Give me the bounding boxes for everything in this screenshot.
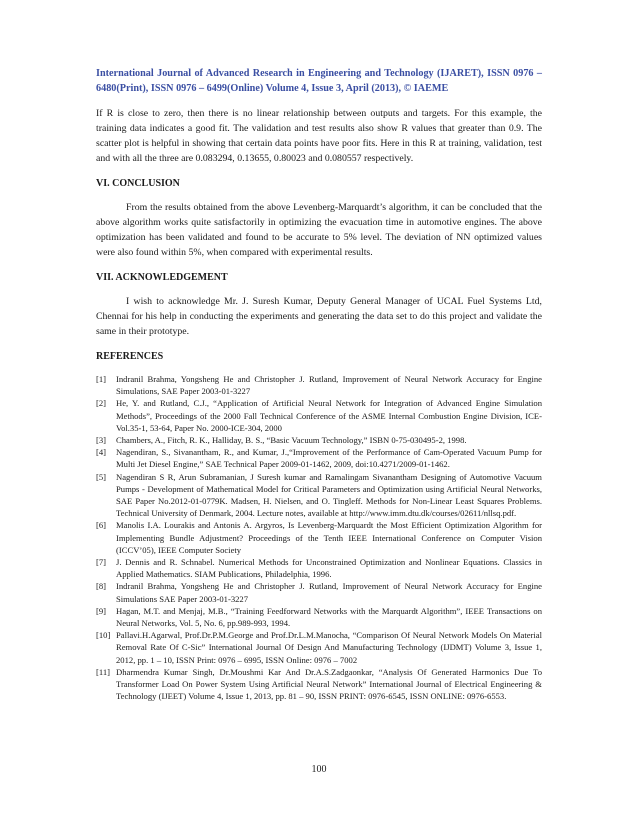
reference-number: [8] bbox=[96, 581, 107, 592]
reference-number: [1] bbox=[96, 374, 107, 384]
reference-number: [3] bbox=[96, 435, 107, 446]
reference-item bbox=[96, 580, 542, 604]
reference-text: Nagendiran S R, Arun Subramanian, J Suresh kumar and Ramalingam Sivanantham Designing of Automotive Vacuum Pumps - Development of Mathematical Model for Critical Parameters and Optimization using Artificial Neural Networks, SAE Paper No.2012-01-0779K. Madsen, H. Nielsen, and O. Tingleff. Methods for Non-Linear Least Squares Problems. Technical University of Denmark, 2004. Lecture notes, available at http://www.imm.dtu.dk/courses/02611/nllsq.pdf. bbox=[116, 471, 542, 519]
journal-header: International Journal of Advanced Research in Engineering and Technology (IJARET), ISSN 0976 – 6480(Print), ISSN 0976 – 6499(Online) Volume 4, Issue 3, April (2013), © IAEME bbox=[96, 68, 542, 94]
references-heading: REFERENCES bbox=[96, 351, 164, 362]
reference-item bbox=[96, 434, 542, 446]
acknowledgement-heading: VII. ACKNOWLEDGEMENT bbox=[96, 272, 228, 283]
reference-number: [11] bbox=[96, 666, 110, 677]
reference-item bbox=[96, 471, 542, 520]
reference-number: [7] bbox=[96, 557, 107, 568]
reference-number: [4] bbox=[96, 447, 107, 458]
reference-item bbox=[96, 373, 542, 397]
reference-text: J. Dennis and R. Schnabel. Numerical Methods for Unconstrained Optimization and Nonlinear Equations. Classics in Applied Mathematics. SIAM Publications, Philadelphia, 1996. bbox=[116, 557, 542, 580]
reference-number: [10] bbox=[96, 630, 111, 641]
reference-item bbox=[96, 556, 542, 580]
reference-number: [6] bbox=[96, 520, 107, 531]
intro-paragraph: If R is close to zero, then there is no linear relationship between outputs and targets. For this example, the training data indicates a good fit. The validation and test results also show R values that greater than 0.9. The scatter plot is helpful in showing that certain data points have poor fits. Here in this R at training, validation, test and with all the three are 0.083294, 0.13655, 0.80023 and 0.080557 respectively. bbox=[96, 108, 542, 164]
conclusion-heading: VI. CONCLUSION bbox=[96, 178, 180, 189]
reference-text: Dharmendra Kumar Singh, Dr.Moushmi Kar And Dr.A.S.Zadgaonkar, “Analysis Of Generated Harmonics Due To Transformer Load On Power System Using Artificial Neural Network” International Journal of Electrical Engineering & Technology (IJEET) Volume 4, Issue 1, 2013, pp. 81 – 90, ISSN PRINT: 0976-6545, ISSN ONLINE: 0976-6553. bbox=[116, 666, 542, 702]
paper-page bbox=[96, 66, 542, 702]
reference-item bbox=[96, 629, 542, 666]
page-number: 100 bbox=[311, 764, 327, 775]
reference-text: Manolis I.A. Lourakis and Antonis A. Argyros, Is Levenberg-Marquardt the Most Efficient Optimization Algorithm for Implementing Bundle Adjustment? Proceedings of the Tenth IEEE International Conference on Computer Vision (ICCV’05), IEEE Computer Society bbox=[116, 520, 542, 555]
reference-text: Pallavi.H.Agarwal, Prof.Dr.P.M.George and Prof.Dr.L.M.Manocha, “Comparison Of Neural Network Models On Material Removal Rate Of C-Sic” International Journal Of Design And Manufacturing Technology (IJDMT) Volume 3, Issue 1, 2012, pp. 1 – 10, ISSN Print: 0976 – 6995, ISSN Online: 0976 – 7002 bbox=[116, 630, 542, 665]
reference-number: [9] bbox=[96, 605, 107, 616]
references-list bbox=[96, 373, 542, 702]
reference-item bbox=[96, 605, 542, 629]
reference-text: Indranil Brahma, Yongsheng He and Christopher J. Rutland, Improvement of Neural Network Accuracy for Engine Simulations, SAE Paper 2003-01-3227 bbox=[116, 374, 542, 397]
reference-item bbox=[96, 519, 542, 556]
reference-text: Indranil Brahma, Yongsheng He and Christopher J. Rutland, Improvement of Neural Network Accuracy for Engine Simulations SAE Paper 2003-01-3227 bbox=[116, 581, 542, 604]
reference-text: Nagendiran, S., Sivanantham, R., and Kumar, J.,“Improvement of the Performance of Cam-Operated Vacuum Pump for Multi Jet Diesel Engine,” SAE Technical Paper 2009-01-1462, 2009, doi:10.4271/2009-01-1462. bbox=[116, 447, 542, 470]
reference-text: Hagan, M.T. and Menjaj, M.B., “Training Feedforward Networks with the Marquardt Algorithm”, IEEE Transactions on Neural Networks, Vol. 5, No. 6, pp.989-993, 1994. bbox=[116, 605, 542, 629]
reference-number: [2] bbox=[96, 398, 107, 409]
acknowledgement-paragraph: I wish to acknowledge Mr. J. Suresh Kumar, Deputy General Manager of UCAL Fuel Systems Ltd, Chennai for his help in conducting the experiments and generating the data set to do this project and validate the same in their prototype. bbox=[96, 296, 542, 337]
reference-item bbox=[96, 666, 542, 703]
reference-item bbox=[96, 397, 542, 434]
conclusion-paragraph: From the results obtained from the above Levenberg-Marquardt’s algorithm, it can be concluded that the above algorithm works quite satisfactorily in optimizing the evacuation time in automotive engines. The above optimization has been validated and found to be accurate to 5% level. The deviation of NN optimized values were also found within 5%, when compared with experimental results. bbox=[96, 202, 542, 258]
reference-text: He, Y. and Rutland, C.J., “Application of Artificial Neural Network for Integration of Advanced Engine Simulation Methods”, Proceedings of the 2000 Fall Technical Conference of the ASME Internal Combustion Engine Division, ICE-Vol.35-1, 53-64, Paper No. 2000-ICE-304, 2000 bbox=[116, 398, 542, 433]
reference-item bbox=[96, 446, 542, 470]
reference-number: [5] bbox=[96, 471, 107, 482]
reference-text: Chambers, A., Fitch, R. K., Halliday, B. S., “Basic Vacuum Technology,” ISBN 0-75-030495-2, 1998. bbox=[116, 435, 467, 446]
